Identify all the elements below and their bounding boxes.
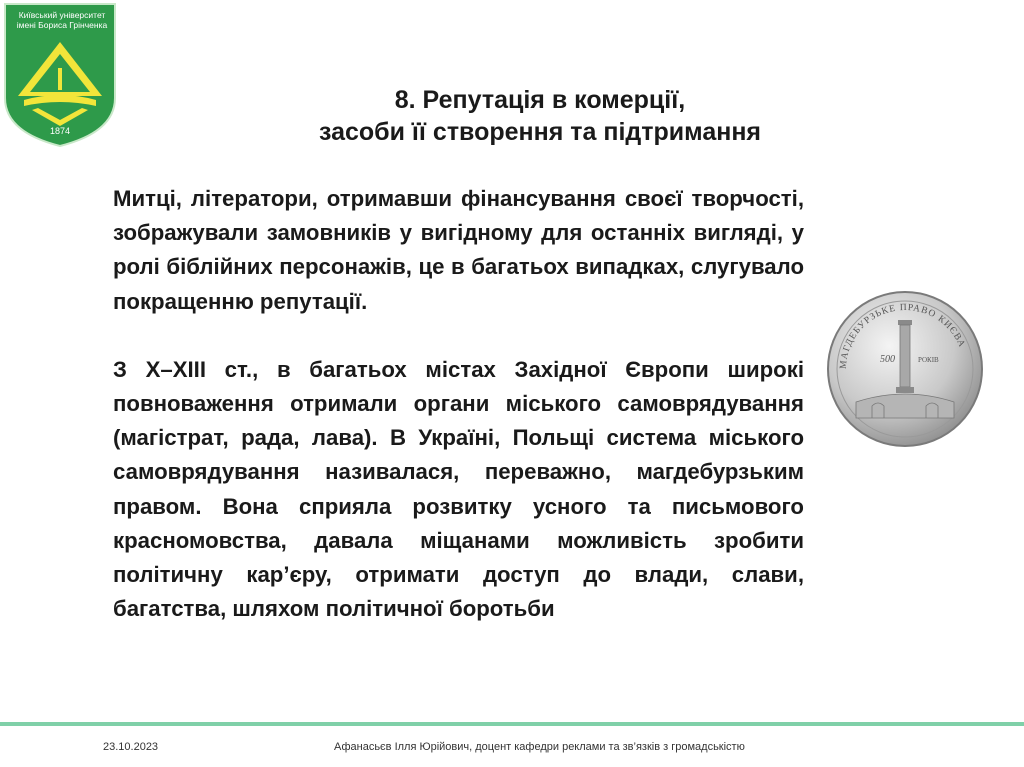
magdeburg-law-coin-icon <box>826 290 984 448</box>
footer-divider <box>0 722 1024 726</box>
coin-unit: РОКІВ <box>918 356 939 364</box>
footer-author: Афанасьєв Ілля Юрійович, доцент кафедри реклами та зв’язків з громадськістю <box>334 741 745 753</box>
coin-ring-text: МАГДЕБУРЗЬКЕ ПРАВО КИЄВА <box>838 302 967 370</box>
logo-year: 1874 <box>49 126 71 136</box>
footer-date: 23.10.2023 <box>103 741 159 753</box>
paragraph-2: З Х–ХІІІ ст., в багатьох містах Західної Європи широкі повноваження отримали органи міського самоврядування (магістрат, рада, лава). В Україні, Польщі система міського самоврядування називалася, переважно, магдебурзьким правом. Вона сприяла розвитку усного та письмового красномовства, давала міщанами можливість зробити політичну кар’єру, отримати доступ до влади, слави, багатства, шляхом політичної боротьби <box>113 356 804 622</box>
logo-line-2: імені Бориса Грінченка <box>16 20 108 30</box>
university-logo <box>2 2 118 148</box>
commemorative-coin <box>826 290 984 448</box>
title-line-1: 8. Репутація в комерції, <box>394 86 686 114</box>
slide-title <box>230 84 850 148</box>
paragraph-gap <box>113 319 804 353</box>
logo-line-1: Київський університет <box>18 10 106 20</box>
title-line-2: засоби її створення та підтримання <box>318 118 762 146</box>
slide-body <box>113 182 804 626</box>
coin-value: 500 <box>880 354 895 365</box>
paragraph-1: Митці, літератори, отримавши фінансування своєї творчості, зображували замовників у вигідному для останніх вигляді, у ролі біблійних персонажів, це в багатьох випадках, слугувало покращенню репутації. <box>113 186 804 314</box>
